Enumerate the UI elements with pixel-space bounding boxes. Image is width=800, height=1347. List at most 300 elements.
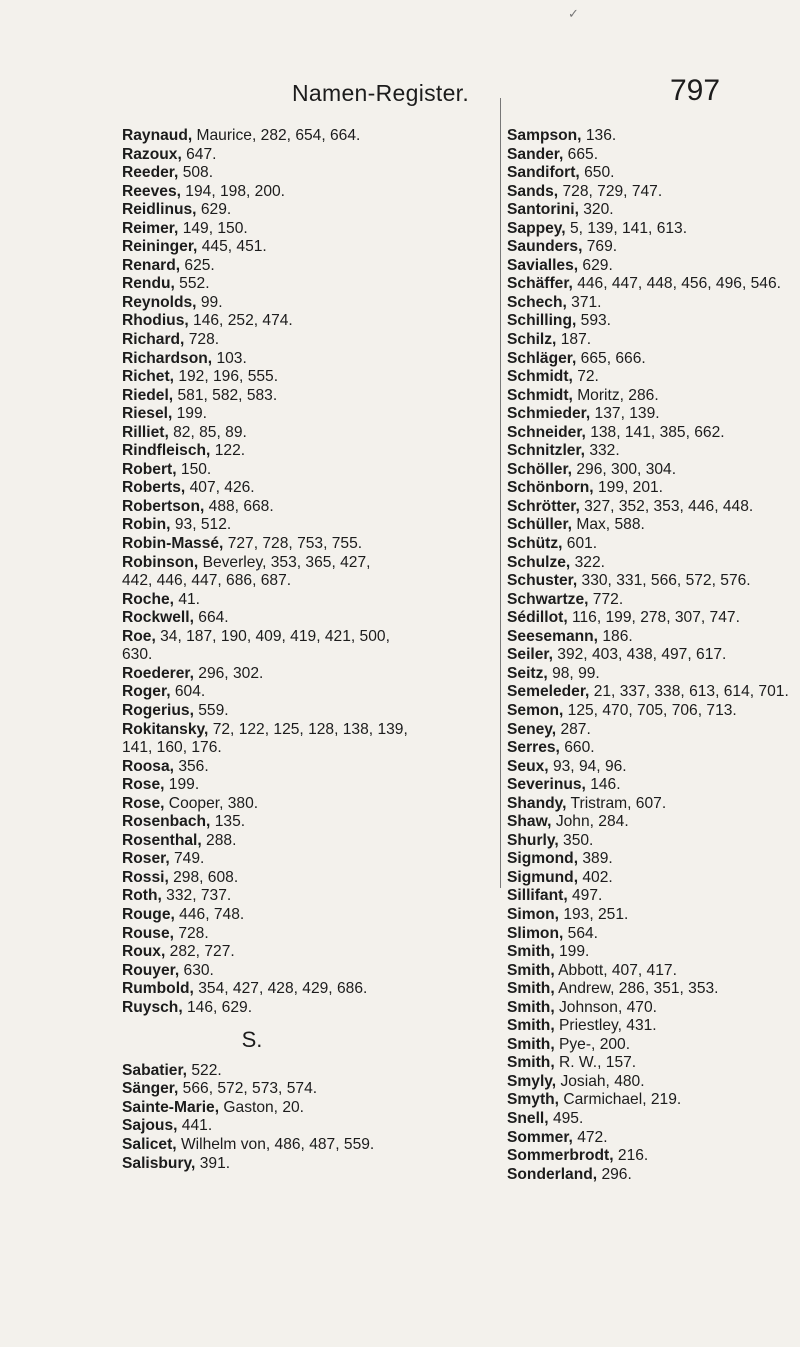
index-entry — [122, 850, 500, 869]
index-entry — [122, 146, 500, 165]
entry-name: Snell, — [507, 1109, 549, 1127]
entry-page-refs: Wilhelm von, 486, 487, 559. — [176, 1135, 375, 1153]
index-entry — [122, 275, 500, 294]
entry-name: Santorini, — [507, 201, 579, 219]
index-entry — [507, 925, 777, 944]
index-entry — [507, 368, 777, 387]
entry-continuation: 442, 446, 447, 686, 687. — [122, 572, 292, 590]
entry-page-refs: 332, 737. — [161, 887, 232, 905]
entry-name: Sigmund, — [507, 868, 579, 886]
entry-name: Roser, — [122, 850, 170, 868]
entry-name: Sédillot, — [507, 609, 568, 627]
index-entry — [122, 628, 500, 665]
index-entry — [122, 127, 500, 146]
index-entry — [122, 238, 500, 257]
index-entry — [122, 962, 500, 981]
entry-page-refs: 72. — [572, 368, 599, 386]
entry-name: Rogerius, — [122, 701, 194, 719]
entry-page-refs: 199. — [554, 943, 590, 961]
index-entry — [507, 832, 777, 851]
entry-page-refs: 728, 729, 747. — [558, 182, 663, 200]
entry-name: Sonderland, — [507, 1165, 598, 1183]
index-entry — [507, 665, 777, 684]
index-entry — [507, 887, 777, 906]
entry-page-refs: 186. — [598, 627, 633, 645]
entry-page-refs: Pye-, 200. — [554, 1035, 631, 1053]
index-entry — [122, 554, 500, 591]
index-entry — [122, 832, 500, 851]
entry-name: Rossi, — [122, 868, 169, 886]
entry-name: Schmidt, — [507, 386, 573, 404]
entry-name: Seux, — [507, 757, 549, 775]
index-entry — [507, 683, 789, 702]
index-entry — [122, 758, 500, 777]
entry-continuation: 630. — [122, 646, 153, 664]
entry-page-refs: 216. — [613, 1147, 649, 1165]
index-entry — [122, 164, 500, 183]
entry-name: Robin-Massé, — [122, 535, 224, 553]
index-entry — [122, 257, 500, 276]
entry-name: Smyly, — [507, 1072, 557, 1090]
entry-name: Shandy, — [507, 794, 567, 812]
index-entry — [507, 554, 777, 573]
entry-page-refs: 664. — [193, 609, 229, 627]
entry-page-refs: 116, 199, 278, 307, 747. — [567, 609, 740, 627]
entry-page-refs: 103. — [212, 349, 247, 367]
entry-page-refs: Maurice, 282, 654, 664. — [192, 127, 361, 144]
entry-name: Schläger, — [507, 349, 577, 367]
index-entry — [122, 925, 500, 944]
entry-page-refs: 446, 447, 448, 456, 496, 546. — [572, 275, 781, 293]
entry-name: Schrötter, — [507, 497, 580, 515]
index-entry — [507, 442, 777, 461]
index-entry — [507, 424, 777, 443]
entry-page-refs: 441. — [177, 1117, 213, 1135]
entry-name: Sigmond, — [507, 850, 579, 868]
entry-page-refs: 604. — [170, 683, 206, 701]
entry-page-refs: 194, 198, 200. — [180, 182, 286, 200]
entry-page-refs: 34, 187, 190, 409, 419, 421, 500, — [155, 627, 390, 645]
entry-page-refs: 601. — [562, 535, 598, 553]
index-entry — [507, 721, 777, 740]
index-entry — [507, 405, 777, 424]
entry-page-refs: 391. — [195, 1154, 231, 1172]
entry-name: Semon, — [507, 701, 564, 719]
entry-page-refs: John, 284. — [551, 813, 629, 831]
index-entry — [122, 350, 500, 369]
entry-name: Rendu, — [122, 275, 175, 293]
entry-name: Roux, — [122, 943, 166, 961]
index-entry — [122, 795, 500, 814]
entry-name: Seiler, — [507, 646, 553, 664]
entry-name: Sands, — [507, 182, 559, 200]
entry-name: Smith, — [507, 980, 555, 998]
index-entry — [122, 1062, 500, 1081]
entry-name: Rindfleisch, — [122, 442, 211, 460]
index-entry — [122, 1136, 500, 1155]
entry-name: Seesemann, — [507, 627, 599, 645]
entry-name: Roth, — [122, 887, 162, 905]
entry-name: Sänger, — [122, 1080, 179, 1098]
entry-name: Sainte-Marie, — [122, 1098, 220, 1116]
entry-name: Richardson, — [122, 349, 213, 367]
entry-page-refs: 199, 201. — [593, 479, 664, 497]
entry-page-refs: 322. — [570, 553, 605, 571]
section-letter-s: S. — [241, 1027, 263, 1053]
left-entries-s — [122, 1062, 500, 1173]
entry-page-refs: 192, 196, 555. — [174, 368, 279, 386]
entry-page-refs: Carmichael, 219. — [559, 1091, 682, 1109]
index-entry — [507, 1110, 777, 1129]
entry-name: Ruysch, — [122, 998, 183, 1016]
entry-page-refs: 445, 451. — [197, 238, 267, 256]
entry-name: Schönborn, — [507, 479, 594, 497]
index-entry — [122, 999, 500, 1018]
index-entry — [122, 591, 500, 610]
index-entry — [122, 442, 500, 461]
entry-page-refs: Moritz, 286. — [572, 386, 659, 404]
entry-page-refs: 650. — [579, 164, 615, 182]
entry-page-refs: 497. — [567, 887, 603, 905]
entry-name: Rouse, — [122, 924, 174, 942]
left-column — [122, 127, 500, 1173]
entry-page-refs: 629. — [578, 256, 613, 274]
left-entries-r — [122, 127, 500, 1017]
entry-page-refs: 630. — [179, 961, 214, 979]
entry-page-refs: 125, 470, 705, 706, 713. — [563, 701, 737, 719]
entry-page-refs: 727, 728, 753, 755. — [223, 535, 363, 553]
entry-name: Schäffer, — [507, 275, 573, 293]
index-entry — [122, 387, 500, 406]
entry-name: Schuster, — [507, 572, 578, 590]
entry-name: Rouyer, — [122, 961, 180, 979]
index-entry — [507, 1129, 777, 1148]
entry-page-refs: 407, 426. — [185, 479, 255, 497]
entry-page-refs: 93, 512. — [170, 516, 232, 534]
index-entry — [122, 479, 500, 498]
entry-name: Serres, — [507, 739, 560, 757]
entry-name: Richard, — [122, 331, 185, 349]
entry-name: Rilliet, — [122, 423, 169, 441]
entry-name: Roe, — [122, 627, 156, 645]
entry-name: Seitz, — [507, 664, 548, 682]
entry-name: Slimon, — [507, 924, 564, 942]
entry-name: Rouge, — [122, 905, 175, 923]
entry-name: Roederer, — [122, 664, 194, 682]
entry-name: Rose, — [122, 794, 165, 812]
entry-name: Roosa, — [122, 757, 174, 775]
index-entry — [507, 702, 777, 721]
index-entry — [122, 1117, 500, 1136]
entry-page-refs: 137, 139. — [590, 405, 660, 423]
index-entry — [122, 461, 500, 480]
entry-page-refs: 769. — [582, 238, 618, 256]
entry-name: Rosenbach, — [122, 813, 211, 831]
index-entry — [507, 1017, 777, 1036]
entry-page-refs: 665, 666. — [576, 349, 646, 367]
entry-page-refs: 446, 748. — [174, 905, 245, 923]
entry-name: Schütz, — [507, 535, 563, 553]
entry-page-refs: 371. — [566, 293, 602, 311]
index-entry — [507, 461, 777, 480]
entry-name: Rockwell, — [122, 609, 194, 627]
entry-name: Schüller, — [507, 516, 573, 534]
entry-page-refs: 665. — [563, 145, 599, 163]
entry-page-refs: 559. — [193, 701, 229, 719]
entry-name: Razoux, — [122, 145, 182, 163]
entry-name: Sajous, — [122, 1117, 178, 1135]
entry-name: Robinson, — [122, 553, 199, 571]
entry-name: Smith, — [507, 1035, 555, 1053]
entry-name: Reeves, — [122, 182, 181, 200]
index-entry — [507, 572, 777, 591]
index-entry — [507, 980, 777, 999]
index-entry — [122, 331, 500, 350]
index-entry — [122, 1099, 500, 1118]
index-entry — [507, 220, 777, 239]
entry-name: Sandifort, — [507, 164, 580, 182]
index-entry — [507, 739, 777, 758]
entry-name: Reidlinus, — [122, 201, 197, 219]
entry-name: Rosenthal, — [122, 831, 202, 849]
index-entry — [507, 201, 777, 220]
entry-name: Sampson, — [507, 127, 582, 144]
entry-page-refs: 146, 629. — [182, 998, 253, 1016]
index-entry — [507, 535, 777, 554]
index-entry — [507, 999, 777, 1018]
entry-page-refs: 564. — [563, 924, 599, 942]
index-entry — [507, 591, 777, 610]
corner-check-mark: ✓ — [568, 6, 579, 21]
right-column — [507, 127, 789, 1184]
index-entry — [507, 146, 777, 165]
index-entry — [507, 516, 777, 535]
entry-page-refs: Tristram, 607. — [566, 794, 667, 812]
entry-page-refs: 625. — [180, 256, 215, 274]
entry-name: Rose, — [122, 776, 165, 794]
entry-page-refs: 552. — [174, 275, 210, 293]
index-entry — [507, 164, 777, 183]
index-entry — [507, 275, 781, 294]
index-entry — [507, 127, 777, 146]
entry-page-refs: 72, 122, 125, 128, 138, 139, — [208, 720, 408, 738]
entry-page-refs: Beverley, 353, 365, 427, — [198, 553, 371, 571]
entry-page-refs: 199. — [172, 405, 207, 423]
entry-page-refs: 193, 251. — [558, 905, 629, 923]
entry-page-refs: 99. — [196, 293, 223, 311]
entry-page-refs: Max, 588. — [572, 516, 645, 534]
index-entry — [507, 498, 777, 517]
entry-name: Riedel, — [122, 386, 174, 404]
index-entry — [122, 220, 500, 239]
entry-page-refs: 402. — [578, 868, 613, 886]
entry-name: Salisbury, — [122, 1154, 196, 1172]
entry-name: Schmidt, — [507, 368, 573, 386]
index-entry — [507, 331, 777, 350]
entry-page-refs: 122. — [210, 442, 246, 460]
entry-name: Sabatier, — [122, 1061, 188, 1079]
entry-name: Rokitansky, — [122, 720, 209, 738]
index-entry — [507, 1166, 777, 1185]
index-entry — [507, 1054, 777, 1073]
entry-name: Riesel, — [122, 405, 173, 423]
entry-page-refs: 327, 352, 353, 446, 448. — [579, 497, 754, 515]
entry-page-refs: 135. — [210, 813, 246, 831]
index-entry — [507, 479, 777, 498]
entry-name: Smith, — [507, 998, 555, 1016]
entry-page-refs: 136. — [581, 127, 617, 144]
index-entry — [122, 683, 500, 702]
index-entry — [507, 294, 777, 313]
entry-name: Reininger, — [122, 238, 198, 256]
entry-page-refs: 566, 572, 573, 574. — [178, 1080, 318, 1098]
entry-name: Roger, — [122, 683, 171, 701]
entry-name: Reimer, — [122, 219, 179, 237]
entry-name: Salicet, — [122, 1135, 177, 1153]
index-entry — [507, 628, 777, 647]
entry-page-refs: 296. — [597, 1165, 632, 1183]
entry-page-refs: 350. — [558, 831, 594, 849]
entry-page-refs: 660. — [559, 739, 595, 757]
index-entry — [122, 943, 500, 962]
entry-name: Smyth, — [507, 1091, 559, 1109]
entry-name: Schwartze, — [507, 590, 589, 608]
entry-page-refs: 93, 94, 96. — [548, 757, 627, 775]
entry-name: Sommerbrodt, — [507, 1147, 614, 1165]
entry-name: Semeleder, — [507, 683, 590, 701]
entry-name: Robert, — [122, 460, 177, 478]
entry-page-refs: 354, 427, 428, 429, 686. — [193, 980, 368, 998]
entry-page-refs: 296, 302. — [193, 664, 264, 682]
entry-name: Rhodius, — [122, 312, 189, 330]
index-entry — [122, 516, 500, 535]
entry-name: Schech, — [507, 293, 567, 311]
index-entry — [507, 906, 777, 925]
index-entry — [507, 1091, 777, 1110]
index-entry — [507, 312, 777, 331]
entry-page-refs: 389. — [578, 850, 613, 868]
entry-name: Schneider, — [507, 423, 586, 441]
entry-name: Schmieder, — [507, 405, 591, 423]
index-entry — [507, 943, 777, 962]
entry-page-refs: 21, 337, 338, 613, 614, 701. — [589, 683, 789, 701]
index-entry — [122, 776, 500, 795]
entry-page-refs: 629. — [196, 201, 232, 219]
index-entry — [122, 1155, 500, 1174]
index-entry — [122, 535, 500, 554]
entry-page-refs: Gaston, 20. — [219, 1098, 305, 1116]
entry-page-refs: 187. — [556, 331, 592, 349]
index-entry — [122, 980, 500, 999]
entry-page-refs: 98, 99. — [547, 664, 600, 682]
index-entry — [122, 294, 500, 313]
entry-continuation: 141, 160, 176. — [122, 739, 222, 757]
entry-page-refs: 5, 139, 141, 613. — [565, 219, 688, 237]
index-entry — [507, 350, 777, 369]
index-entry — [122, 405, 500, 424]
index-entry — [122, 1080, 500, 1099]
index-entry — [507, 387, 777, 406]
index-entry — [122, 609, 500, 628]
entry-name: Severinus, — [507, 776, 586, 794]
entry-page-refs: Cooper, 380. — [164, 794, 259, 812]
entry-name: Saunders, — [507, 238, 583, 256]
entry-page-refs: 495. — [548, 1109, 584, 1127]
index-entry — [507, 609, 777, 628]
index-entry — [122, 183, 500, 202]
index-entry — [122, 665, 500, 684]
entry-name: Roche, — [122, 590, 174, 608]
right-entries — [507, 127, 789, 1184]
entry-page-refs: 41. — [174, 590, 201, 608]
page-header — [0, 76, 800, 116]
entry-page-refs: 522. — [187, 1061, 222, 1079]
entry-name: Richet, — [122, 368, 174, 386]
entry-page-refs: 728. — [174, 924, 209, 942]
entry-page-refs: 199. — [164, 776, 200, 794]
entry-page-refs: 296, 300, 304. — [572, 460, 677, 478]
entry-name: Sander, — [507, 145, 564, 163]
entry-page-refs: 146. — [585, 776, 621, 794]
entry-page-refs: Abbott, 407, 417. — [554, 961, 677, 979]
entry-page-refs: 392, 403, 438, 497, 617. — [552, 646, 727, 664]
entry-page-refs: 332. — [585, 442, 620, 460]
index-entry — [507, 1036, 777, 1055]
index-entry — [507, 795, 777, 814]
entry-name: Schilz, — [507, 331, 557, 349]
index-entry — [507, 776, 777, 795]
entry-page-refs: Johnson, 470. — [554, 998, 657, 1016]
entry-page-refs: 149, 150. — [178, 219, 248, 237]
index-entry — [507, 238, 777, 257]
entry-name: Renard, — [122, 256, 181, 274]
entry-page-refs: 298, 608. — [168, 868, 239, 886]
entry-page-refs: 593. — [576, 312, 611, 330]
entry-name: Schulze, — [507, 553, 571, 571]
entry-page-refs: Priestley, 431. — [554, 1017, 657, 1035]
index-entry — [507, 1073, 777, 1092]
index-entry — [507, 1147, 777, 1166]
entry-page-refs: 138, 141, 385, 662. — [585, 423, 725, 441]
entry-name: Shaw, — [507, 813, 552, 831]
entry-name: Reynolds, — [122, 293, 197, 311]
entry-page-refs: 287. — [556, 720, 591, 738]
index-entry — [122, 424, 500, 443]
entry-name: Smith, — [507, 961, 555, 979]
entry-page-refs: 330, 331, 566, 572, 576. — [577, 572, 751, 590]
entry-page-refs: 150. — [176, 460, 212, 478]
entry-page-refs: 356. — [174, 757, 209, 775]
entry-page-refs: 488, 668. — [204, 497, 274, 515]
entry-name: Sappey, — [507, 219, 566, 237]
index-entry — [122, 201, 500, 220]
entry-name: Sillifant, — [507, 887, 568, 905]
entry-name: Sommer, — [507, 1128, 573, 1146]
entry-name: Reeder, — [122, 164, 179, 182]
entry-page-refs: 508. — [178, 164, 214, 182]
index-entry — [507, 646, 777, 665]
entry-page-refs: 320. — [578, 201, 614, 219]
entry-name: Raynaud, — [122, 127, 193, 144]
index-entry — [122, 813, 500, 832]
entry-name: Robertson, — [122, 497, 205, 515]
entry-name: Seney, — [507, 720, 557, 738]
entry-page-refs: 472. — [572, 1128, 608, 1146]
entry-page-refs: 82, 85, 89. — [168, 423, 247, 441]
entry-page-refs: 581, 582, 583. — [173, 386, 278, 404]
index-entry — [507, 850, 777, 869]
entry-name: Rumbold, — [122, 980, 194, 998]
